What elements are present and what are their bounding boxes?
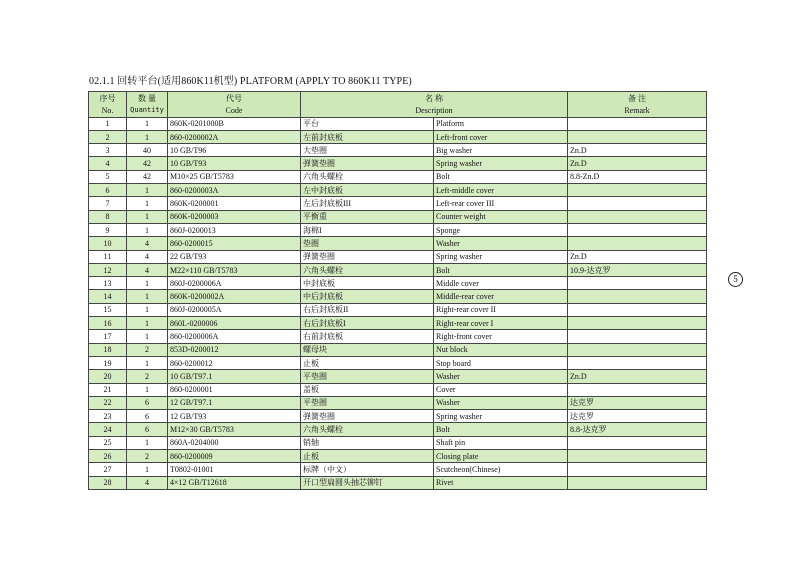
cell-name-cn: 六角头螺栓 — [301, 170, 434, 183]
cell-no: 2 — [89, 130, 127, 143]
cell-qty: 4 — [127, 263, 168, 276]
cell-remark — [568, 197, 707, 210]
header-row-cn — [89, 92, 707, 105]
cell-qty: 4 — [127, 237, 168, 250]
table-row — [89, 144, 707, 157]
cell-qty: 1 — [127, 223, 168, 236]
cell-code: 860J-0200006A — [168, 277, 301, 290]
cell-no: 16 — [89, 317, 127, 330]
cell-no: 5 — [89, 170, 127, 183]
cell-no: 17 — [89, 330, 127, 343]
cell-name-cn: 止板 — [301, 450, 434, 463]
cell-no: 14 — [89, 290, 127, 303]
cell-name-en: Spring washer — [434, 410, 568, 423]
cell-code: 860-0200002A — [168, 130, 301, 143]
header-desc-en: Description — [301, 104, 568, 117]
cell-no: 13 — [89, 277, 127, 290]
cell-qty: 1 — [127, 317, 168, 330]
cell-name-cn: 右前封底板 — [301, 330, 434, 343]
cell-remark: 10.9-达克罗 — [568, 263, 707, 276]
cell-name-cn: 大垫圈 — [301, 144, 434, 157]
cell-code: 860K-0200002A — [168, 290, 301, 303]
cell-qty: 1 — [127, 330, 168, 343]
cell-remark — [568, 343, 707, 356]
cell-name-en: Nut block — [434, 343, 568, 356]
cell-no: 11 — [89, 250, 127, 263]
cell-no: 28 — [89, 476, 127, 489]
cell-no: 19 — [89, 356, 127, 369]
table-row — [89, 290, 707, 303]
cell-remark — [568, 130, 707, 143]
header-code-en: Code — [168, 104, 301, 117]
table-row — [89, 197, 707, 210]
cell-remark — [568, 237, 707, 250]
cell-no: 1 — [89, 117, 127, 130]
table-row — [89, 210, 707, 223]
cell-code: M12×30 GB/T5783 — [168, 423, 301, 436]
cell-name-en: Right-rear cover I — [434, 317, 568, 330]
table-row — [89, 370, 707, 383]
cell-code: 12 GB/T93 — [168, 410, 301, 423]
cell-no: 9 — [89, 223, 127, 236]
cell-code: 860-0200006A — [168, 330, 301, 343]
cell-qty: 4 — [127, 250, 168, 263]
cell-qty: 42 — [127, 157, 168, 170]
cell-name-en: Left-middle cover — [434, 184, 568, 197]
cell-remark — [568, 356, 707, 369]
cell-name-en: Stop board — [434, 356, 568, 369]
cell-code: 860K-0200003 — [168, 210, 301, 223]
cell-qty: 42 — [127, 170, 168, 183]
cell-code: 10 GB/T93 — [168, 157, 301, 170]
cell-name-en: Bolt — [434, 423, 568, 436]
cell-qty: 1 — [127, 436, 168, 449]
cell-code: 10 GB/T97.1 — [168, 370, 301, 383]
cell-qty: 1 — [127, 383, 168, 396]
cell-code: 860-0200003A — [168, 184, 301, 197]
cell-remark — [568, 330, 707, 343]
cell-name-en: Washer — [434, 370, 568, 383]
cell-name-en: Scutcheon(Chinese) — [434, 463, 568, 476]
cell-name-en: Washer — [434, 396, 568, 409]
table-row — [89, 237, 707, 250]
cell-no: 22 — [89, 396, 127, 409]
cell-code: 860-0200015 — [168, 237, 301, 250]
cell-remark — [568, 436, 707, 449]
cell-remark — [568, 450, 707, 463]
cell-no: 25 — [89, 436, 127, 449]
cell-name-cn: 左前封底板 — [301, 130, 434, 143]
cell-no: 15 — [89, 303, 127, 316]
cell-remark: Zn.D — [568, 144, 707, 157]
cell-name-cn: 弹簧垫圈 — [301, 157, 434, 170]
cell-name-en: Spring washer — [434, 250, 568, 263]
cell-name-cn: 右后封底板II — [301, 303, 434, 316]
cell-qty: 2 — [127, 450, 168, 463]
cell-remark — [568, 277, 707, 290]
cell-name-en: Sponge — [434, 223, 568, 236]
cell-name-en: Right-front cover — [434, 330, 568, 343]
cell-code: 10 GB/T96 — [168, 144, 301, 157]
cell-name-cn: 弹簧垫圈 — [301, 250, 434, 263]
cell-no: 8 — [89, 210, 127, 223]
cell-no: 10 — [89, 237, 127, 250]
table-row — [89, 250, 707, 263]
cell-code: 4×12 GB/T12618 — [168, 476, 301, 489]
cell-remark: Zn.D — [568, 370, 707, 383]
cell-code: 860K-0201000B — [168, 117, 301, 130]
cell-remark — [568, 463, 707, 476]
cell-no: 21 — [89, 383, 127, 396]
cell-name-en: Left-front cover — [434, 130, 568, 143]
header-no-cn: 序号 — [89, 92, 127, 105]
table-row — [89, 263, 707, 276]
cell-name-cn: 六角头螺栓 — [301, 423, 434, 436]
cell-code: 860K-0200001 — [168, 197, 301, 210]
cell-code: M10×25 GB/T5783 — [168, 170, 301, 183]
cell-remark — [568, 383, 707, 396]
cell-qty: 1 — [127, 184, 168, 197]
cell-name-en: Bolt — [434, 263, 568, 276]
header-row-en — [89, 104, 707, 117]
cell-qty: 6 — [127, 396, 168, 409]
header-qty-cn: 数 量 — [127, 92, 168, 105]
cell-remark: Zn.D — [568, 250, 707, 263]
cell-name-cn: 平垫圈 — [301, 396, 434, 409]
cell-no: 18 — [89, 343, 127, 356]
table-row — [89, 396, 707, 409]
header-desc-cn: 名 称 — [301, 92, 568, 105]
cell-qty: 1 — [127, 303, 168, 316]
cell-name-en: Middle-rear cover — [434, 290, 568, 303]
cell-name-en: Closing plate — [434, 450, 568, 463]
cell-qty: 4 — [127, 476, 168, 489]
table-row — [89, 423, 707, 436]
cell-name-en: Left-rear cover III — [434, 197, 568, 210]
cell-name-cn: 销轴 — [301, 436, 434, 449]
cell-code: 860J-0200005A — [168, 303, 301, 316]
cell-name-cn: 平台 — [301, 117, 434, 130]
parts-table — [88, 91, 707, 490]
table-row — [89, 117, 707, 130]
cell-code: 860L-0200006 — [168, 317, 301, 330]
cell-qty: 40 — [127, 144, 168, 157]
cell-name-en: Shaft pin — [434, 436, 568, 449]
cell-code: 22 GB/T93 — [168, 250, 301, 263]
table-row — [89, 330, 707, 343]
cell-qty: 2 — [127, 343, 168, 356]
table-row — [89, 356, 707, 369]
cell-remark — [568, 290, 707, 303]
cell-name-en: Washer — [434, 237, 568, 250]
cell-remark — [568, 223, 707, 236]
table-row — [89, 476, 707, 489]
cell-remark — [568, 184, 707, 197]
cell-name-en: Big washer — [434, 144, 568, 157]
cell-name-en: Right-rear cover II — [434, 303, 568, 316]
header-remark-cn: 备 注 — [568, 92, 707, 105]
header-qty-en: Quantity — [127, 104, 168, 117]
table-row — [89, 317, 707, 330]
cell-name-cn: 平垫圈 — [301, 370, 434, 383]
cell-code: M22×110 GB/T5783 — [168, 263, 301, 276]
cell-name-cn: 垫圈 — [301, 237, 434, 250]
cell-qty: 1 — [127, 290, 168, 303]
cell-no: 24 — [89, 423, 127, 436]
cell-name-cn: 六角头螺栓 — [301, 263, 434, 276]
table-row — [89, 410, 707, 423]
cell-code: 860A-0204000 — [168, 436, 301, 449]
cell-name-cn: 弹簧垫圈 — [301, 410, 434, 423]
cell-no: 12 — [89, 263, 127, 276]
cell-code: 860-0200001 — [168, 383, 301, 396]
cell-remark — [568, 117, 707, 130]
cell-qty: 2 — [127, 370, 168, 383]
cell-code: 860-0200012 — [168, 356, 301, 369]
cell-code: 853D-0200012 — [168, 343, 301, 356]
cell-qty: 1 — [127, 356, 168, 369]
cell-remark — [568, 476, 707, 489]
table-row — [89, 170, 707, 183]
cell-name-cn: 盖板 — [301, 383, 434, 396]
cell-remark — [568, 303, 707, 316]
cell-remark: 达克罗 — [568, 410, 707, 423]
cell-remark: 8.8-Zn.D — [568, 170, 707, 183]
table-row — [89, 436, 707, 449]
page-number: 5 — [728, 272, 743, 287]
cell-code: 860-0200009 — [168, 450, 301, 463]
cell-name-cn: 平衡重 — [301, 210, 434, 223]
cell-name-en: Counter weight — [434, 210, 568, 223]
cell-name-cn: 开口型扁圆头抽芯铆钉 — [301, 476, 434, 489]
cell-qty: 1 — [127, 197, 168, 210]
cell-name-cn: 中后封底板 — [301, 290, 434, 303]
cell-name-en: Bolt — [434, 170, 568, 183]
cell-name-en: Spring washer — [434, 157, 568, 170]
cell-name-cn: 标牌（中文） — [301, 463, 434, 476]
table-row — [89, 383, 707, 396]
cell-remark: Zn.D — [568, 157, 707, 170]
table-row — [89, 343, 707, 356]
cell-remark — [568, 210, 707, 223]
table-row — [89, 157, 707, 170]
cell-name-cn: 左中封底板 — [301, 184, 434, 197]
cell-name-cn: 海棉I — [301, 223, 434, 236]
cell-qty: 1 — [127, 210, 168, 223]
cell-remark: 达克罗 — [568, 396, 707, 409]
cell-no: 20 — [89, 370, 127, 383]
cell-name-cn: 螺母块 — [301, 343, 434, 356]
table-row — [89, 184, 707, 197]
cell-code: 12 GB/T97.1 — [168, 396, 301, 409]
table-row — [89, 223, 707, 236]
cell-qty: 1 — [127, 130, 168, 143]
cell-no: 23 — [89, 410, 127, 423]
cell-no: 4 — [89, 157, 127, 170]
cell-no: 27 — [89, 463, 127, 476]
cell-qty: 6 — [127, 410, 168, 423]
cell-remark — [568, 317, 707, 330]
cell-name-en: Middle cover — [434, 277, 568, 290]
cell-name-en: Rivet — [434, 476, 568, 489]
cell-name-cn: 右后封底板I — [301, 317, 434, 330]
table-row — [89, 277, 707, 290]
header-remark-en: Remark — [568, 104, 707, 117]
table-row — [89, 450, 707, 463]
cell-code: 860J-0200013 — [168, 223, 301, 236]
cell-qty: 1 — [127, 463, 168, 476]
parts-table-body — [89, 117, 707, 489]
cell-qty: 1 — [127, 277, 168, 290]
cell-no: 6 — [89, 184, 127, 197]
section-title: 02.1.1 回转平台(适用860K11机型) PLATFORM (APPLY TO 860K11 TYPE) — [89, 76, 412, 87]
cell-no: 7 — [89, 197, 127, 210]
cell-code: T0802-01001 — [168, 463, 301, 476]
cell-name-en: Cover — [434, 383, 568, 396]
cell-remark: 8.8-达克罗 — [568, 423, 707, 436]
cell-no: 3 — [89, 144, 127, 157]
table-row — [89, 130, 707, 143]
header-no-en: No. — [89, 104, 127, 117]
cell-name-en: Platform — [434, 117, 568, 130]
cell-name-cn: 左后封底板III — [301, 197, 434, 210]
cell-qty: 1 — [127, 117, 168, 130]
cell-no: 26 — [89, 450, 127, 463]
cell-name-cn: 中封底板 — [301, 277, 434, 290]
header-code-cn: 代号 — [168, 92, 301, 105]
table-row — [89, 303, 707, 316]
table-row — [89, 463, 707, 476]
cell-name-cn: 止板 — [301, 356, 434, 369]
cell-qty: 6 — [127, 423, 168, 436]
